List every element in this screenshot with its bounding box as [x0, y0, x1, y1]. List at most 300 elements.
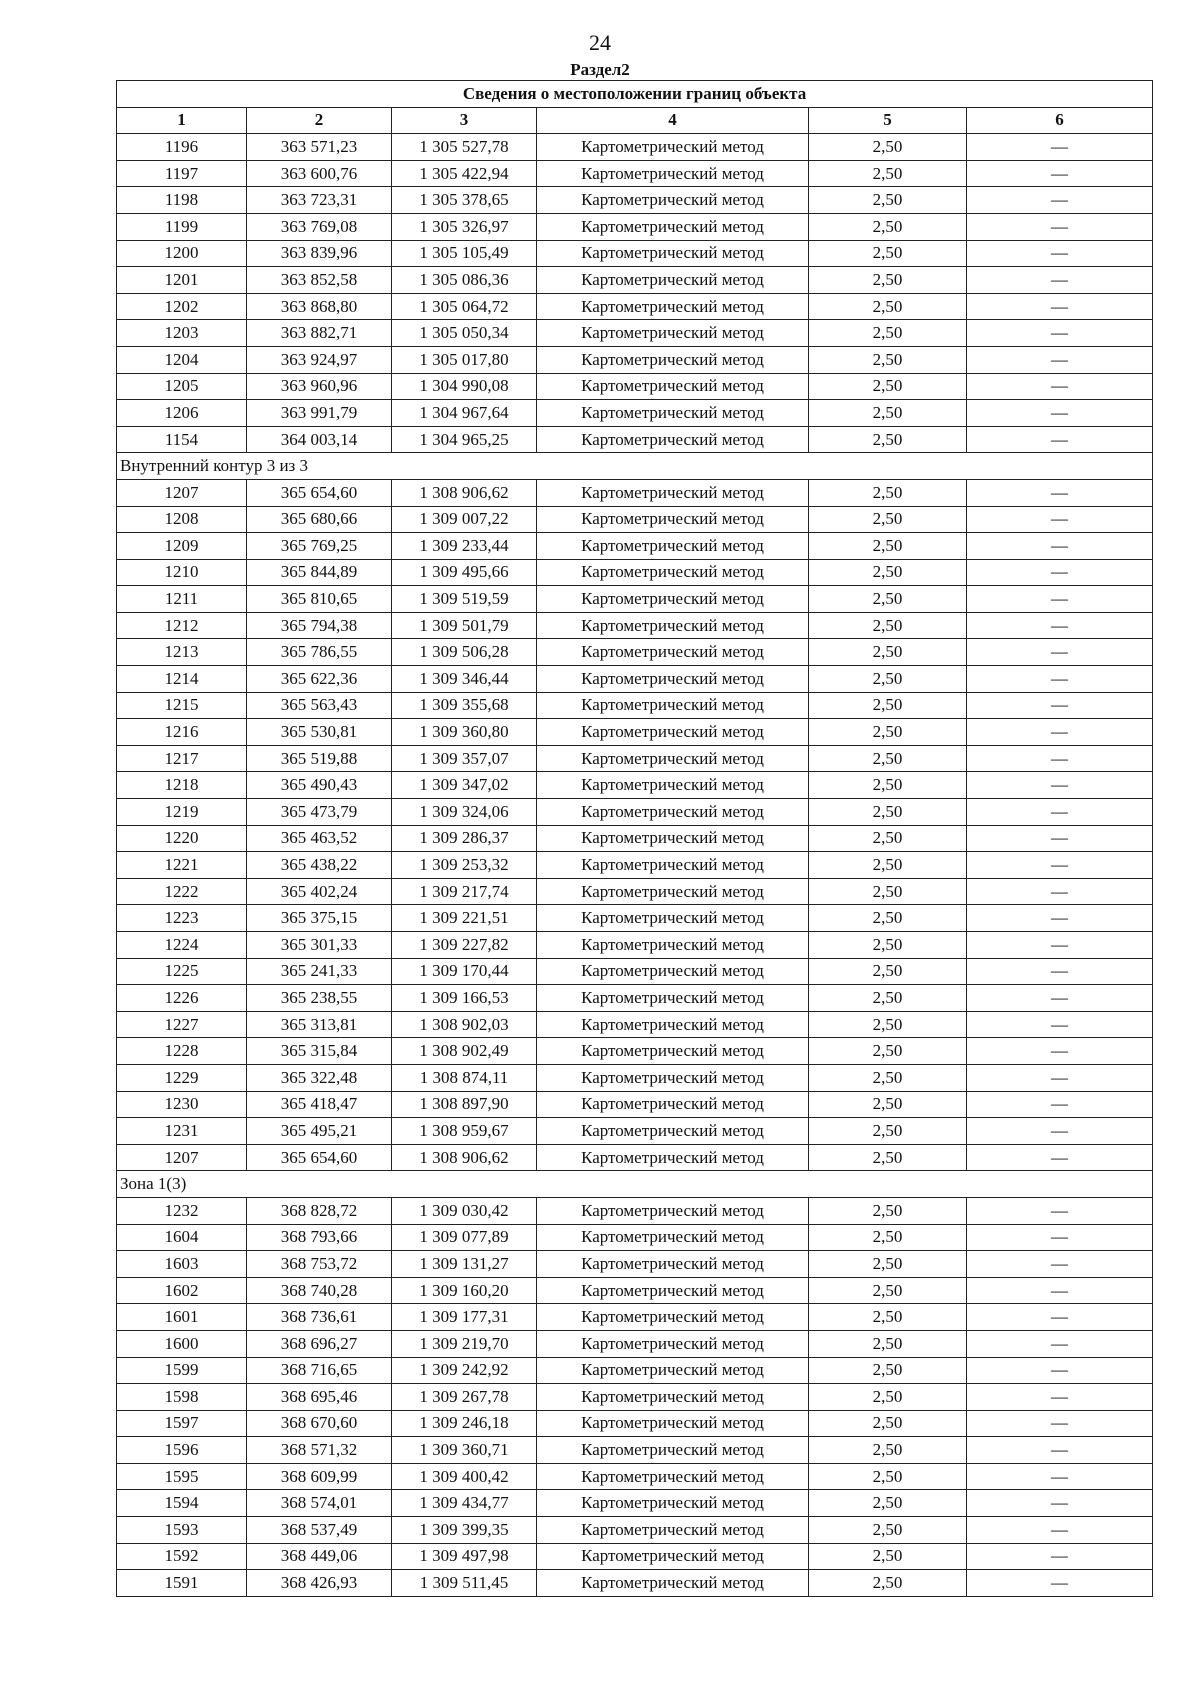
note-cell: —: [967, 134, 1153, 161]
method-cell: Картометрический метод: [537, 1304, 809, 1331]
accuracy-cell: 2,50: [809, 1330, 967, 1357]
note-cell: —: [967, 1384, 1153, 1411]
accuracy-cell: 2,50: [809, 1490, 967, 1517]
coordinate-y: 1 309 242,92: [392, 1357, 537, 1384]
coordinate-y: 1 309 501,79: [392, 612, 537, 639]
note-cell: —: [967, 1144, 1153, 1171]
coordinate-y: 1 309 357,07: [392, 745, 537, 772]
coordinate-x: 365 315,84: [247, 1038, 392, 1065]
coordinate-x: 365 313,81: [247, 1011, 392, 1038]
coordinate-y: 1 308 874,11: [392, 1064, 537, 1091]
note-cell: —: [967, 1038, 1153, 1065]
table-row: [117, 932, 1153, 959]
table-row: [117, 346, 1153, 373]
coordinate-x: 368 696,27: [247, 1330, 392, 1357]
point-number: 1223: [117, 905, 247, 932]
coordinate-x: 363 960,96: [247, 373, 392, 400]
point-number: 1207: [117, 479, 247, 506]
coordinate-x: 363 868,80: [247, 293, 392, 320]
table-row: [117, 240, 1153, 267]
point-number: 1215: [117, 692, 247, 719]
table-row: [117, 533, 1153, 560]
accuracy-cell: 2,50: [809, 400, 967, 427]
point-number: 1591: [117, 1570, 247, 1597]
coordinate-x: 363 882,71: [247, 320, 392, 347]
method-cell: Картометрический метод: [537, 213, 809, 240]
note-cell: —: [967, 1091, 1153, 1118]
method-cell: Картометрический метод: [537, 1384, 809, 1411]
column-header: 6: [967, 107, 1153, 134]
accuracy-cell: 2,50: [809, 1543, 967, 1570]
note-cell: —: [967, 932, 1153, 959]
note-cell: —: [967, 373, 1153, 400]
point-number: 1211: [117, 586, 247, 613]
note-cell: —: [967, 187, 1153, 214]
method-cell: Картометрический метод: [537, 878, 809, 905]
method-cell: Картометрический метод: [537, 320, 809, 347]
method-cell: Картометрический метод: [537, 1091, 809, 1118]
coordinate-x: 363 924,97: [247, 346, 392, 373]
table-row: [117, 426, 1153, 453]
note-cell: —: [967, 1064, 1153, 1091]
table-row: [117, 985, 1153, 1012]
accuracy-cell: 2,50: [809, 1410, 967, 1437]
coordinate-x: 365 769,25: [247, 533, 392, 560]
coordinate-y: 1 304 990,08: [392, 373, 537, 400]
coordinate-x: 365 438,22: [247, 852, 392, 879]
note-cell: —: [967, 559, 1153, 586]
point-number: 1199: [117, 213, 247, 240]
note-cell: —: [967, 878, 1153, 905]
table-row: [117, 293, 1153, 320]
accuracy-cell: 2,50: [809, 1357, 967, 1384]
accuracy-cell: 2,50: [809, 346, 967, 373]
note-cell: —: [967, 852, 1153, 879]
section-title: Раздел2: [570, 60, 630, 79]
table-row: [117, 852, 1153, 879]
table-row: [117, 1251, 1153, 1278]
accuracy-cell: 2,50: [809, 719, 967, 746]
point-number: 1214: [117, 666, 247, 693]
method-cell: Картометрический метод: [537, 1144, 809, 1171]
table-row: [117, 479, 1153, 506]
note-cell: —: [967, 745, 1153, 772]
accuracy-cell: 2,50: [809, 426, 967, 453]
method-cell: Картометрический метод: [537, 346, 809, 373]
point-number: 1225: [117, 958, 247, 985]
note-cell: —: [967, 1277, 1153, 1304]
accuracy-cell: 2,50: [809, 772, 967, 799]
note-cell: —: [967, 160, 1153, 187]
coordinate-y: 1 305 527,78: [392, 134, 537, 161]
coordinate-x: 368 449,06: [247, 1543, 392, 1570]
note-cell: —: [967, 1330, 1153, 1357]
point-number: 1602: [117, 1277, 247, 1304]
accuracy-cell: 2,50: [809, 187, 967, 214]
note-cell: —: [967, 799, 1153, 826]
table-row: [117, 1277, 1153, 1304]
column-header: 1: [117, 107, 247, 134]
coordinate-y: 1 309 347,02: [392, 772, 537, 799]
coordinate-y: 1 308 897,90: [392, 1091, 537, 1118]
table-row: [117, 1224, 1153, 1251]
note-cell: —: [967, 533, 1153, 560]
column-header-row: [117, 107, 1153, 134]
coordinate-x: 364 003,14: [247, 426, 392, 453]
note-cell: —: [967, 1543, 1153, 1570]
accuracy-cell: 2,50: [809, 1277, 967, 1304]
coordinate-x: 365 654,60: [247, 479, 392, 506]
table-row: [117, 373, 1153, 400]
coordinate-y: 1 309 519,59: [392, 586, 537, 613]
table-row: [117, 612, 1153, 639]
accuracy-cell: 2,50: [809, 1570, 967, 1597]
method-cell: Картометрический метод: [537, 134, 809, 161]
coordinate-y: 1 309 160,20: [392, 1277, 537, 1304]
accuracy-cell: 2,50: [809, 293, 967, 320]
coordinate-y: 1 305 050,34: [392, 320, 537, 347]
table-row: [117, 1118, 1153, 1145]
note-cell: —: [967, 666, 1153, 693]
group-label: Внутренний контур 3 из 3: [117, 453, 1153, 480]
coordinate-y: 1 309 434,77: [392, 1490, 537, 1517]
note-cell: —: [967, 240, 1153, 267]
table-row: [117, 586, 1153, 613]
method-cell: Картометрический метод: [537, 1357, 809, 1384]
coordinate-y: 1 309 495,66: [392, 559, 537, 586]
point-number: 1604: [117, 1224, 247, 1251]
note-cell: —: [967, 639, 1153, 666]
accuracy-cell: 2,50: [809, 320, 967, 347]
table-row: [117, 267, 1153, 294]
point-number: 1601: [117, 1304, 247, 1331]
coordinate-y: 1 309 511,45: [392, 1570, 537, 1597]
accuracy-cell: 2,50: [809, 213, 967, 240]
coordinate-y: 1 308 906,62: [392, 479, 537, 506]
point-number: 1229: [117, 1064, 247, 1091]
note-cell: —: [967, 1197, 1153, 1224]
point-number: 1203: [117, 320, 247, 347]
method-cell: Картометрический метод: [537, 958, 809, 985]
accuracy-cell: 2,50: [809, 985, 967, 1012]
note-cell: —: [967, 1410, 1153, 1437]
coordinate-x: 365 530,81: [247, 719, 392, 746]
point-number: 1204: [117, 346, 247, 373]
note-cell: —: [967, 1118, 1153, 1145]
coordinate-x: 368 828,72: [247, 1197, 392, 1224]
note-cell: —: [967, 479, 1153, 506]
table-row: [117, 825, 1153, 852]
coordinate-x: 365 322,48: [247, 1064, 392, 1091]
method-cell: Картометрический метод: [537, 1543, 809, 1570]
note-cell: —: [967, 400, 1153, 427]
accuracy-cell: 2,50: [809, 586, 967, 613]
note-cell: —: [967, 825, 1153, 852]
table-row: [117, 400, 1153, 427]
accuracy-cell: 2,50: [809, 1011, 967, 1038]
coordinate-y: 1 305 422,94: [392, 160, 537, 187]
point-number: 1206: [117, 400, 247, 427]
accuracy-cell: 2,50: [809, 134, 967, 161]
method-cell: Картометрический метод: [537, 1011, 809, 1038]
coordinate-y: 1 309 346,44: [392, 666, 537, 693]
accuracy-cell: 2,50: [809, 932, 967, 959]
method-cell: Картометрический метод: [537, 1490, 809, 1517]
coordinate-x: 368 753,72: [247, 1251, 392, 1278]
table-row: [117, 639, 1153, 666]
table-row: [117, 187, 1153, 214]
coordinate-x: 368 695,46: [247, 1384, 392, 1411]
point-number: 1222: [117, 878, 247, 905]
coordinate-x: 365 238,55: [247, 985, 392, 1012]
column-header: 2: [247, 107, 392, 134]
accuracy-cell: 2,50: [809, 533, 967, 560]
table-row: [117, 1543, 1153, 1570]
coordinate-x: 363 852,58: [247, 267, 392, 294]
coordinate-y: 1 309 360,80: [392, 719, 537, 746]
point-number: 1595: [117, 1463, 247, 1490]
accuracy-cell: 2,50: [809, 958, 967, 985]
point-number: 1600: [117, 1330, 247, 1357]
point-number: 1603: [117, 1251, 247, 1278]
point-number: 1226: [117, 985, 247, 1012]
accuracy-cell: 2,50: [809, 1304, 967, 1331]
coordinate-y: 1 308 902,03: [392, 1011, 537, 1038]
table-row: [117, 799, 1153, 826]
point-number: 1201: [117, 267, 247, 294]
coordinate-y: 1 309 221,51: [392, 905, 537, 932]
table-row: [117, 213, 1153, 240]
coordinate-x: 365 844,89: [247, 559, 392, 586]
method-cell: Картометрический метод: [537, 932, 809, 959]
coordinate-x: 365 375,15: [247, 905, 392, 932]
coordinate-y: 1 309 506,28: [392, 639, 537, 666]
note-cell: —: [967, 1011, 1153, 1038]
coordinate-y: 1 309 219,70: [392, 1330, 537, 1357]
table-row: [117, 160, 1153, 187]
note-cell: —: [967, 1570, 1153, 1597]
coordinate-y: 1 309 170,44: [392, 958, 537, 985]
method-cell: Картометрический метод: [537, 799, 809, 826]
table-row: [117, 1490, 1153, 1517]
method-cell: Картометрический метод: [537, 692, 809, 719]
coordinate-x: 365 418,47: [247, 1091, 392, 1118]
method-cell: Картометрический метод: [537, 1038, 809, 1065]
accuracy-cell: 2,50: [809, 1384, 967, 1411]
method-cell: Картометрический метод: [537, 639, 809, 666]
method-cell: Картометрический метод: [537, 1064, 809, 1091]
table-row: [117, 1197, 1153, 1224]
note-cell: —: [967, 772, 1153, 799]
method-cell: Картометрический метод: [537, 745, 809, 772]
coordinate-x: 365 810,65: [247, 586, 392, 613]
coordinate-y: 1 309 217,74: [392, 878, 537, 905]
accuracy-cell: 2,50: [809, 1197, 967, 1224]
coordinate-x: 368 716,65: [247, 1357, 392, 1384]
coordinate-x: 365 402,24: [247, 878, 392, 905]
accuracy-cell: 2,50: [809, 506, 967, 533]
point-number: 1197: [117, 160, 247, 187]
table-body: [117, 134, 1153, 1597]
caption-row: [117, 81, 1153, 108]
point-number: 1200: [117, 240, 247, 267]
table-row: [117, 878, 1153, 905]
coordinate-x: 363 723,31: [247, 187, 392, 214]
method-cell: Картометрический метод: [537, 160, 809, 187]
point-number: 1594: [117, 1490, 247, 1517]
point-number: 1212: [117, 612, 247, 639]
point-number: 1213: [117, 639, 247, 666]
accuracy-cell: 2,50: [809, 692, 967, 719]
table-row: [117, 1517, 1153, 1544]
point-number: 1597: [117, 1410, 247, 1437]
coordinate-y: 1 305 105,49: [392, 240, 537, 267]
method-cell: Картометрический метод: [537, 852, 809, 879]
table-row: [117, 1064, 1153, 1091]
point-number: 1154: [117, 426, 247, 453]
method-cell: Картометрический метод: [537, 612, 809, 639]
point-number: 1202: [117, 293, 247, 320]
coordinate-y: 1 309 030,42: [392, 1197, 537, 1224]
note-cell: —: [967, 426, 1153, 453]
method-cell: Картометрический метод: [537, 1224, 809, 1251]
coordinate-y: 1 309 400,42: [392, 1463, 537, 1490]
table-head: [117, 81, 1153, 134]
point-number: 1232: [117, 1197, 247, 1224]
table-row: [117, 506, 1153, 533]
coordinate-x: 363 839,96: [247, 240, 392, 267]
coordinate-y: 1 305 378,65: [392, 187, 537, 214]
coordinate-y: 1 309 166,53: [392, 985, 537, 1012]
accuracy-cell: 2,50: [809, 1437, 967, 1464]
coordinate-y: 1 309 077,89: [392, 1224, 537, 1251]
method-cell: Картометрический метод: [537, 1517, 809, 1544]
point-number: 1592: [117, 1543, 247, 1570]
table-row: [117, 1011, 1153, 1038]
accuracy-cell: 2,50: [809, 240, 967, 267]
method-cell: Картометрический метод: [537, 1437, 809, 1464]
accuracy-cell: 2,50: [809, 799, 967, 826]
coordinate-y: 1 309 360,71: [392, 1437, 537, 1464]
coordinate-x: 368 426,93: [247, 1570, 392, 1597]
point-number: 1596: [117, 1437, 247, 1464]
coordinate-x: 368 670,60: [247, 1410, 392, 1437]
method-cell: Картометрический метод: [537, 267, 809, 294]
coordinate-y: 1 304 967,64: [392, 400, 537, 427]
coordinate-y: 1 309 497,98: [392, 1543, 537, 1570]
method-cell: Картометрический метод: [537, 187, 809, 214]
note-cell: —: [967, 506, 1153, 533]
accuracy-cell: 2,50: [809, 1463, 967, 1490]
method-cell: Картометрический метод: [537, 825, 809, 852]
table-row: [117, 1304, 1153, 1331]
accuracy-cell: 2,50: [809, 852, 967, 879]
table-row: [117, 905, 1153, 932]
group-label: Зона 1(3): [117, 1171, 1153, 1198]
coordinate-x: 365 680,66: [247, 506, 392, 533]
point-number: 1210: [117, 559, 247, 586]
coordinate-x: 368 537,49: [247, 1517, 392, 1544]
coordinate-y: 1 309 399,35: [392, 1517, 537, 1544]
accuracy-cell: 2,50: [809, 1118, 967, 1145]
coordinate-x: 368 740,28: [247, 1277, 392, 1304]
note-cell: —: [967, 1490, 1153, 1517]
coordinate-y: 1 305 064,72: [392, 293, 537, 320]
coordinate-x: 368 793,66: [247, 1224, 392, 1251]
table-row: [117, 1091, 1153, 1118]
method-cell: Картометрический метод: [537, 586, 809, 613]
coordinate-x: 365 563,43: [247, 692, 392, 719]
coordinate-x: 365 490,43: [247, 772, 392, 799]
note-cell: —: [967, 1304, 1153, 1331]
note-cell: —: [967, 586, 1153, 613]
point-number: 1198: [117, 187, 247, 214]
point-number: 1217: [117, 745, 247, 772]
coordinate-x: 365 786,55: [247, 639, 392, 666]
point-number: 1205: [117, 373, 247, 400]
coordinate-y: 1 309 253,32: [392, 852, 537, 879]
coordinate-y: 1 309 246,18: [392, 1410, 537, 1437]
table-row: [117, 1357, 1153, 1384]
note-cell: —: [967, 1437, 1153, 1464]
table-row: [117, 745, 1153, 772]
column-header: 3: [392, 107, 537, 134]
method-cell: Картометрический метод: [537, 1410, 809, 1437]
point-number: 1220: [117, 825, 247, 852]
accuracy-cell: 2,50: [809, 666, 967, 693]
note-cell: —: [967, 1517, 1153, 1544]
note-cell: —: [967, 1357, 1153, 1384]
note-cell: —: [967, 213, 1153, 240]
point-number: 1216: [117, 719, 247, 746]
table-row: [117, 1038, 1153, 1065]
column-header: 4: [537, 107, 809, 134]
table-row: [117, 1384, 1153, 1411]
table-row: [117, 666, 1153, 693]
point-number: 1208: [117, 506, 247, 533]
point-number: 1230: [117, 1091, 247, 1118]
point-number: 1209: [117, 533, 247, 560]
coordinate-y: 1 309 177,31: [392, 1304, 537, 1331]
method-cell: Картометрический метод: [537, 293, 809, 320]
method-cell: Картометрический метод: [537, 479, 809, 506]
coordinate-x: 365 241,33: [247, 958, 392, 985]
note-cell: —: [967, 1463, 1153, 1490]
accuracy-cell: 2,50: [809, 825, 967, 852]
group-row: [117, 1171, 1153, 1198]
method-cell: Картометрический метод: [537, 1570, 809, 1597]
coordinate-y: 1 309 324,06: [392, 799, 537, 826]
table-row: [117, 1330, 1153, 1357]
accuracy-cell: 2,50: [809, 905, 967, 932]
coordinate-x: 365 495,21: [247, 1118, 392, 1145]
table-row: [117, 692, 1153, 719]
note-cell: —: [967, 1224, 1153, 1251]
table-row: [117, 559, 1153, 586]
coordinate-x: 368 736,61: [247, 1304, 392, 1331]
coordinate-y: 1 305 017,80: [392, 346, 537, 373]
point-number: 1598: [117, 1384, 247, 1411]
point-number: 1231: [117, 1118, 247, 1145]
coordinate-y: 1 309 007,22: [392, 506, 537, 533]
method-cell: Картометрический метод: [537, 400, 809, 427]
point-number: 1221: [117, 852, 247, 879]
coordinate-y: 1 304 965,25: [392, 426, 537, 453]
table-row: [117, 134, 1153, 161]
point-number: 1593: [117, 1517, 247, 1544]
coordinate-y: 1 305 326,97: [392, 213, 537, 240]
table-row: [117, 320, 1153, 347]
